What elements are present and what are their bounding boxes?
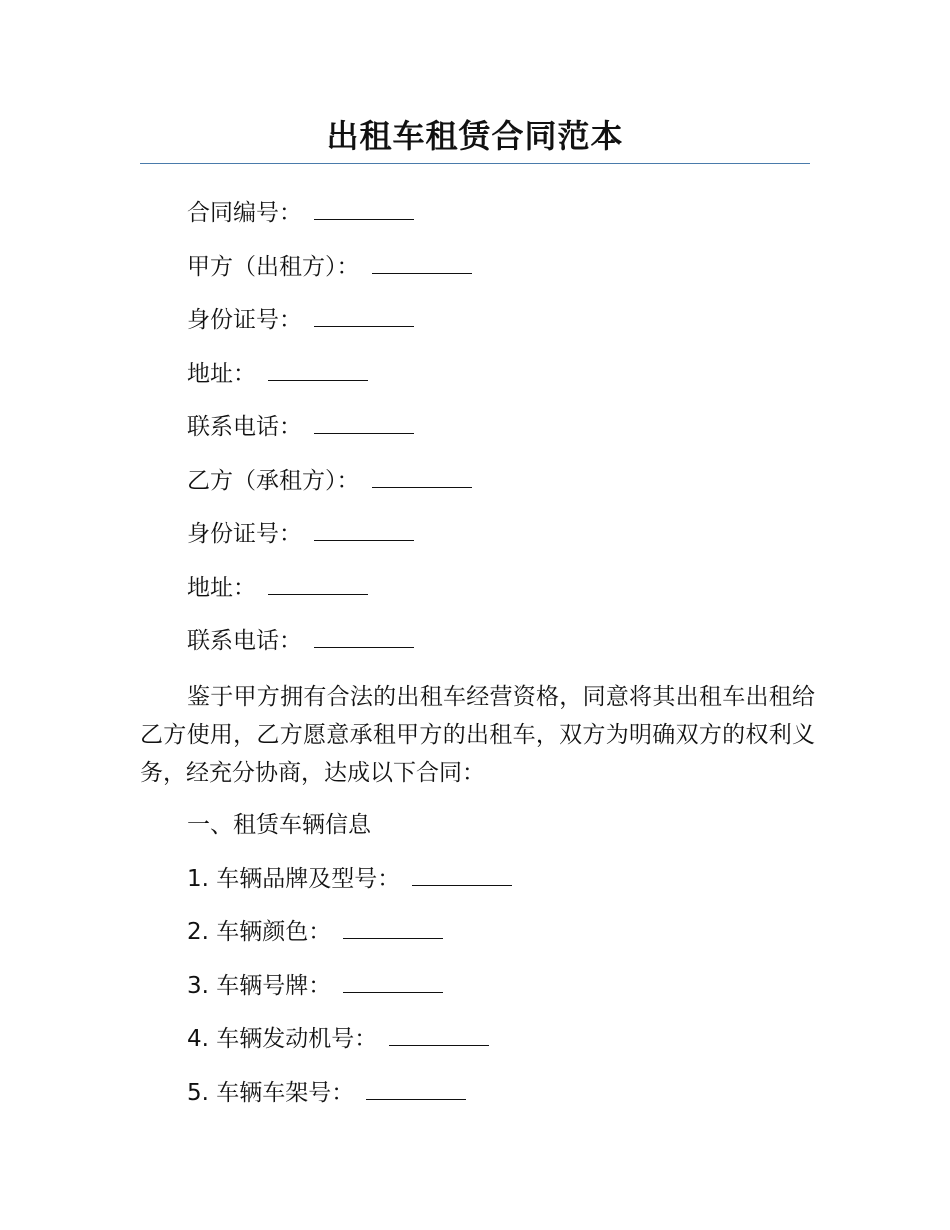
field-label: 地址： — [187, 575, 256, 601]
field-party-a-address — [187, 357, 368, 391]
item-frame-number — [187, 1076, 466, 1110]
item-vehicle-color — [187, 915, 443, 949]
fill-in-blank — [314, 197, 414, 220]
field-contract-number — [187, 196, 414, 230]
fill-in-blank — [268, 358, 368, 381]
fill-in-blank — [389, 1023, 489, 1046]
field-label: 联系电话： — [187, 414, 302, 440]
fill-in-blank — [343, 970, 443, 993]
fill-in-blank — [314, 518, 414, 541]
field-party-b-phone — [187, 624, 414, 658]
fill-in-blank — [372, 465, 472, 488]
document-title: 出租车租赁合同范本 — [326, 117, 624, 155]
field-label: 地址： — [187, 361, 256, 387]
title-underline — [140, 163, 810, 164]
field-label: 甲方（出租方）： — [187, 254, 360, 280]
fill-in-blank — [314, 304, 414, 327]
field-party-a-phone — [187, 410, 414, 444]
intro-paragraph: 鉴于甲方拥有合法的出租车经营资格，同意将其出租车出租给乙方使用，乙方愿意承租甲方的出租车，双方为明确双方的权利义务，经充分协商，达成以下合同： — [140, 684, 815, 786]
field-label: 合同编号： — [187, 200, 302, 226]
fill-in-blank — [372, 251, 472, 274]
field-label: 乙方（承租方）： — [187, 468, 360, 494]
field-party-b-id — [187, 517, 414, 551]
item-label: 1. 车辆品牌及型号： — [187, 866, 401, 892]
item-engine-number — [187, 1022, 489, 1056]
fill-in-blank — [366, 1077, 466, 1100]
field-party-b-address — [187, 571, 368, 605]
field-label: 身份证号： — [187, 307, 302, 333]
section-heading: 一、租赁车辆信息 — [187, 812, 371, 838]
item-label: 3. 车辆号牌： — [187, 973, 332, 999]
item-label: 5. 车辆车架号： — [187, 1080, 355, 1106]
field-party-b — [187, 464, 472, 498]
item-label: 4. 车辆发动机号： — [187, 1026, 378, 1052]
field-party-a-id — [187, 303, 414, 337]
field-party-a — [187, 250, 472, 284]
fill-in-blank — [268, 572, 368, 595]
fill-in-blank — [343, 916, 443, 939]
item-label: 2. 车辆颜色： — [187, 919, 332, 945]
field-label: 联系电话： — [187, 628, 302, 654]
item-vehicle-model — [187, 862, 512, 896]
field-label: 身份证号： — [187, 521, 302, 547]
fill-in-blank — [314, 411, 414, 434]
item-plate-number — [187, 969, 443, 1003]
fill-in-blank — [314, 625, 414, 648]
fill-in-blank — [412, 863, 512, 886]
